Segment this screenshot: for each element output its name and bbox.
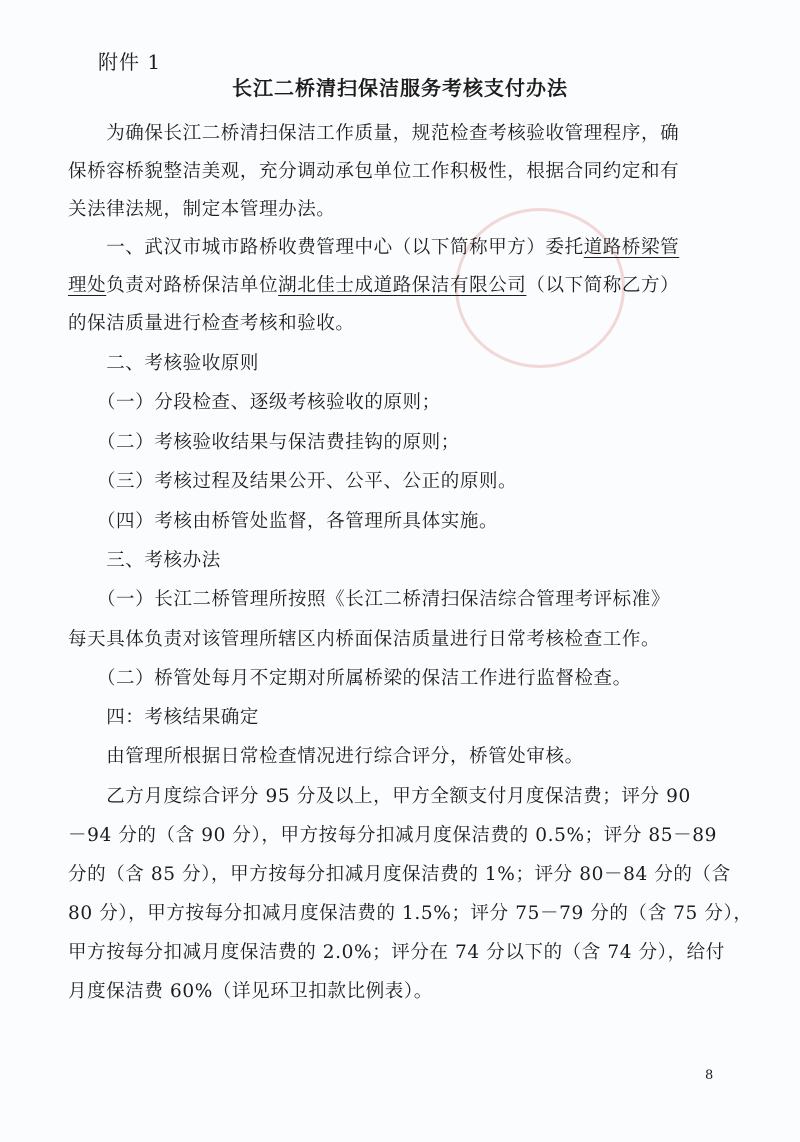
section1-suffix: （以下简称乙方） (526, 275, 680, 296)
body-line: 由管理所根据日常检查情况进行综合评分，桥管处审核。 (68, 746, 584, 767)
section1-prefix: 一、武汉市城市路桥收费管理中心（以下简称甲方）委托 (68, 237, 584, 258)
intro-line-1: 为确保长江二桥清扫保洁工作质量，规范检查考核验收管理程序，确 (68, 123, 680, 144)
body-line: （三）考核过程及结果公开、公平、公正的原则。 (68, 471, 518, 492)
underlined-entity: 理处 (68, 275, 107, 296)
underlined-entity: 道路桥梁管 (583, 237, 680, 258)
section1-line-2 (68, 267, 698, 305)
body-line: （二）桥管处每月不定期对所属桥梁的保洁工作进行监督检查。 (68, 668, 632, 689)
body-line: （四）考核由桥管处监督，各管理所具体实施。 (68, 511, 499, 532)
body-line: 二、考核验收原则 (68, 353, 260, 374)
intro-line-2: 保桥容桥貌整洁美观，充分调动承包单位工作积极性，根据合同约定和有 (68, 161, 680, 182)
body-line: （二）考核验收结果与保洁费挂钩的原则； (68, 432, 460, 453)
body-line: 三、考核办法 (68, 550, 221, 571)
intro-line-3: 关法律法规，制定本管理办法。 (68, 199, 336, 220)
underlined-company: 湖北佳士成道路保洁有限公司 (278, 275, 527, 296)
attachment-label: 附件 1 (98, 50, 162, 74)
page-number: 8 (705, 1068, 714, 1083)
body-line: 四：考核结果确定 (68, 707, 260, 728)
section1-middle: 负责对路桥保洁单位 (106, 275, 279, 296)
section1-line-1 (68, 229, 698, 267)
body-line: 乙方月度综合评分 95 分及以上，甲方全额支付月度保洁费；评分 90 (68, 786, 691, 807)
body-line: 甲方按每分扣减月度保洁费的 2.0%；评分在 74 分以下的（含 74 分），给付 (68, 942, 725, 963)
body-line: －94 分的（含 90 分），甲方按每分扣减月度保洁费的 0.5%；评分 85－89 (68, 825, 718, 846)
body-line: 分的（含 85 分），甲方按每分扣减月度保洁费的 1%；评分 80－84 分的（含 (68, 864, 731, 885)
body-line: 月度保洁费 60%（详见环卫扣款比例表）。 (68, 981, 433, 1002)
document-title: 长江二桥清扫保洁服务考核支付办法 (232, 76, 568, 100)
body-line: （一）分段检查、逐级考核验收的原则； (68, 392, 441, 413)
section1-line-3: 的保洁质量进行检查考核和验收。 (68, 313, 355, 334)
body-line: 80 分），甲方按每分扣减月度保洁费的 1.5%；评分 75－79 分的（含 75 分）， (68, 903, 753, 924)
body-line: （一）长江二桥管理所按照《长江二桥清扫保洁综合管理考评标准》 (68, 589, 670, 610)
body-line: 每天具体负责对该管理所辖区内桥面保洁质量进行日常考核检查工作。 (68, 629, 661, 650)
